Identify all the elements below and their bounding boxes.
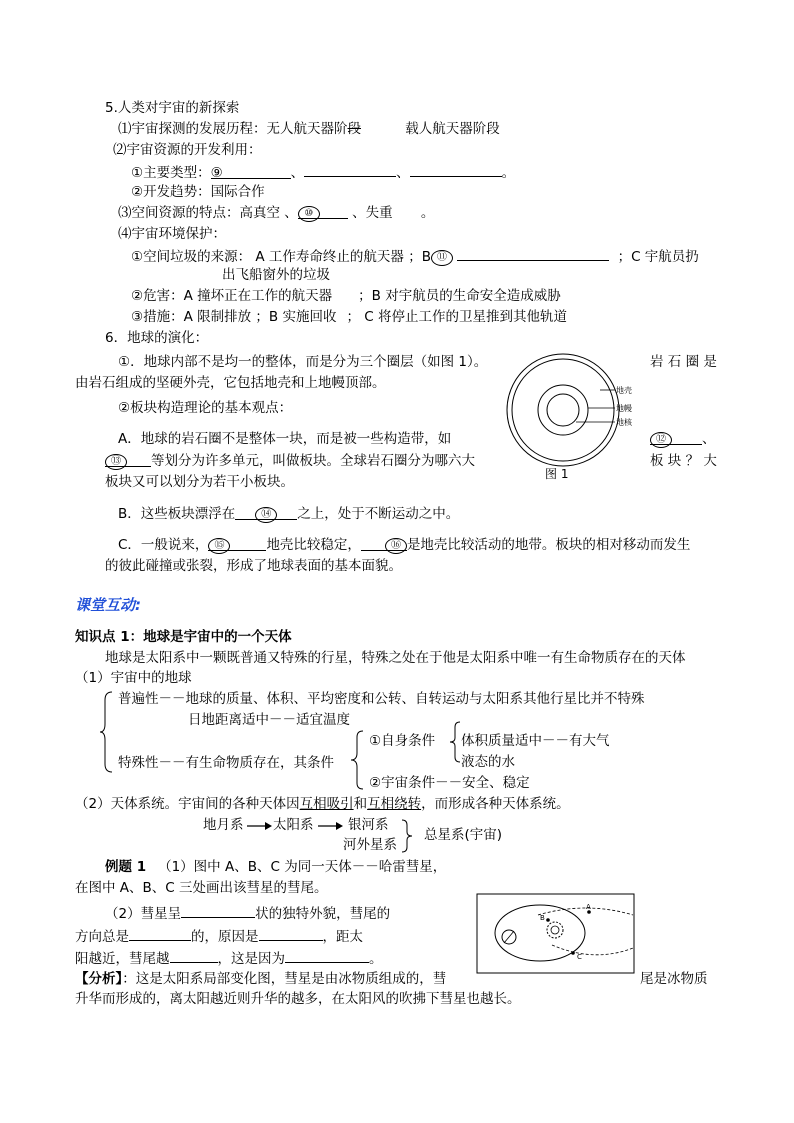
debris-source-b: ；C 宇航员扔 <box>617 249 699 265</box>
space-features <box>118 204 434 222</box>
space-features-b: 、失重 <box>352 205 393 221</box>
condition-brace <box>349 729 365 791</box>
tail-length-blank[interactable] <box>170 948 218 963</box>
extragalactic: 河外星系 <box>343 837 397 853</box>
comet-path-lower <box>552 945 633 955</box>
because-blank[interactable] <box>285 948 369 963</box>
self-condition: ①自身条件 <box>369 733 436 749</box>
earth-layers-text: ①．地球内部不是均一的整体，而是分为三个圈层（如图 1）。 <box>118 354 488 370</box>
plate-theory-title: ②板块构造理论的基本观点： <box>118 400 293 416</box>
sep-2: 、 <box>396 165 410 181</box>
exploration-text-c: 载人航天器阶段 <box>405 121 500 137</box>
number-12: ⑫ <box>650 432 672 448</box>
blank-9b[interactable] <box>304 162 396 177</box>
blank-9[interactable] <box>211 164 291 179</box>
galaxy-brace <box>400 818 414 854</box>
mantle-label: 地幔 <box>616 404 632 413</box>
lithosphere-label: 岩 石 圈 是 <box>650 354 717 370</box>
section5-title: 5.人类对宇宙的新探索 <box>105 100 240 116</box>
analysis-line2: 升华而形成的，离太阳越近则升华的越多，在太阳风的吹拂下彗星也越长。 <box>75 991 521 1007</box>
plate-floating <box>118 505 459 523</box>
number-10: ⑩ <box>298 206 320 222</box>
mutual-attraction: 互相吸引 <box>299 796 354 812</box>
core-label: 地核 <box>616 418 632 427</box>
example1-q4-a: 阳越近，彗尾越 <box>75 951 170 967</box>
crust-circle <box>507 354 619 466</box>
point-c: C <box>577 953 582 961</box>
example1-q4-b: ，这是因为 <box>217 951 285 967</box>
sun-distance-text: 日地距离适中－－适宜温度 <box>188 712 350 728</box>
debris-measures-b: ； C 将停止工作的卫星推到其他轨道 <box>346 309 567 325</box>
blank-15[interactable] <box>208 536 266 551</box>
number-15: ⑮ <box>208 538 230 554</box>
plate-stability-c: 是地壳比较活动的地带。板块的相对移动而发生 <box>406 537 691 553</box>
example1-q3-c: ，距太 <box>322 929 363 945</box>
cosmic-condition: ②宇宙条件－－安全、稳定 <box>369 775 530 791</box>
example1-q4-c: 。 <box>369 951 383 967</box>
example-label: 例题 1 <box>105 859 147 875</box>
example1-q2-b: 状的独特外貌，彗尾的 <box>255 906 391 922</box>
crust-label: 地壳 <box>616 386 632 395</box>
plate-stability-a: C．一般说来， <box>118 537 209 553</box>
dev-trend: ②开发趋势：国际合作 <box>131 184 265 200</box>
arrow-icon <box>318 821 344 831</box>
exploration-history <box>118 120 500 138</box>
point-b: B <box>540 914 545 922</box>
reason-blank[interactable] <box>259 926 323 941</box>
earth-layers-figure <box>500 352 650 484</box>
comet-shape-blank[interactable] <box>181 903 255 918</box>
example1-line5 <box>75 948 383 968</box>
big-brace <box>98 690 114 774</box>
number-9: ⑨ <box>210 165 223 181</box>
plate-floating-b: 之上，处于不断运动之中。 <box>297 506 460 522</box>
mutual-orbiting: 互相绕转 <box>367 796 422 812</box>
analysis-line1-end: 尾是冰物质 <box>640 971 708 987</box>
blank-12[interactable] <box>650 430 702 445</box>
point-a: A <box>586 903 591 911</box>
figure1-caption: 图 1 <box>545 467 569 481</box>
celestial-systems <box>75 795 570 813</box>
space-features-a: ⑶空间资源的特点：高真空 、 <box>118 205 298 221</box>
core-circle <box>538 385 588 435</box>
example1-q3-b: 的，原因是 <box>191 929 259 945</box>
blank-13[interactable] <box>105 452 151 467</box>
solar-system: 太阳系 <box>273 817 314 833</box>
exploration-text-b: 段 <box>347 121 361 137</box>
debris-measures <box>131 308 567 326</box>
plate-theory-b <box>105 452 475 470</box>
inner-core-circle <box>547 394 579 426</box>
end-period: 。 <box>501 165 516 181</box>
debris-harm-b: ；B 对宇航员的生命安全造成威胁 <box>358 288 561 304</box>
celestial-systems-a: （2）天体系统。宇宙间的各种天体因 <box>75 796 300 812</box>
blank-14[interactable] <box>235 505 297 520</box>
debris-measures-a: ③措施：A 限制排放 ；B 实施回收 <box>131 309 337 325</box>
earth-moon-system: 地月系 <box>203 817 244 833</box>
kp1-intro: 地球是太阳系中一颗既普通又特殊的行星，特殊之处在于他是太阳系中唯一有生命物质存在的天体 <box>105 650 686 666</box>
number-13: ⑬ <box>105 454 127 470</box>
number-16: ⑯ <box>385 538 407 554</box>
blank-9c[interactable] <box>410 162 502 177</box>
blank-10[interactable] <box>298 204 348 219</box>
knowledge-point-1: 知识点 1：地球是宇宙中的一个天体 <box>75 629 292 645</box>
example1-line4 <box>75 926 363 946</box>
six-plates-label: 板 块 ？ 大 <box>650 453 717 469</box>
debris-harm-a: ②危害：A 撞坏正在工作的航天器 <box>131 288 333 304</box>
example1-q3-a: 方向总是 <box>75 929 129 945</box>
plate-stability-b: 地壳比较稳定， <box>266 537 361 553</box>
env-protection-title: ⑷宇宙环境保护： <box>118 226 226 242</box>
milky-way: 银河系 <box>348 817 389 833</box>
section6-title: 6．地球的演化： <box>105 330 209 346</box>
arrow-icon <box>247 821 273 831</box>
blank-12-line <box>650 430 716 448</box>
example1-line3 <box>105 903 390 923</box>
lithosphere-def: 由岩石组成的坚硬外壳，它包括地壳和上地幔顶部。 <box>75 375 386 391</box>
plate-sep: 、 <box>702 431 716 447</box>
example1-q2-a: （2）彗星呈 <box>105 906 182 922</box>
sep-1: 、 <box>290 165 305 181</box>
plate-theory-c: 板块又可以划分为若干小板块。 <box>105 474 294 490</box>
resource-types <box>131 162 515 182</box>
plate-theory-a: A．地球的岩石圈不是整体一块，而是被一些构造带，如 <box>118 431 452 447</box>
exploration-text-a: ⑴宇宙探测的发展历程：无人航天器阶 <box>118 121 348 137</box>
plate-floating-a: B．这些板块漂浮在 <box>118 506 236 522</box>
debris-source-cont: 出飞船窗外的垃圾 <box>222 267 330 283</box>
commonality-text: 普遍性－－地球的质量、体积、平均密度和公转、自转运动与太阳系其他行星比并不特殊 <box>118 691 645 707</box>
plate-division-text: 等划分为许多单元，叫做板块。全球岩石圈分为哪六大 <box>151 453 475 469</box>
blank-11[interactable] <box>457 246 609 261</box>
liquid-water: 液态的水 <box>461 754 515 770</box>
analysis-line1 <box>75 970 446 988</box>
total-galaxy: 总星系(宇宙) <box>424 827 503 843</box>
debris-harm <box>131 287 561 305</box>
analysis-text-a: ：这是太阳系局部变化图，彗星是由冰物质组成的，彗 <box>122 971 447 987</box>
blank-16[interactable] <box>361 536 407 551</box>
tail-direction-blank[interactable] <box>129 926 191 941</box>
interaction-heading: 课堂互动: <box>75 596 141 614</box>
earth-in-universe: （1）宇宙中的地球 <box>75 670 192 686</box>
comet-orbit-figure <box>476 893 636 975</box>
end-period-2: 。 <box>420 205 435 221</box>
number-14: ⑭ <box>255 507 277 523</box>
example1-line1 <box>105 858 446 876</box>
analysis-label: 【分析】 <box>75 971 123 987</box>
self-condition-brace <box>448 720 462 764</box>
specialty-text: 特殊性－－有生命物质存在，其条件 <box>118 755 334 771</box>
mantle-circle <box>512 359 614 461</box>
number-11: ⑪ <box>431 250 453 266</box>
celestial-systems-and: 和 <box>353 796 368 812</box>
planet-icon <box>502 930 516 944</box>
example1-line2: 在图中 A、B、C 三处画出该彗星的彗尾。 <box>75 880 328 896</box>
resource-dev-title: ⑵宇宙资源的开发利用： <box>113 142 262 158</box>
resource-types-label: ①主要类型： <box>131 165 211 181</box>
example1-q1: （1）图中 A、B、C 为同一天体－－哈雷彗星， <box>158 859 447 875</box>
celestial-systems-c: ，而形成各种天体系统。 <box>421 796 570 812</box>
plate-stability-cont: 的彼此碰撞或张裂，形成了地球表面的基本面貌。 <box>105 558 402 574</box>
debris-source <box>131 246 699 266</box>
volume-mass: 体积质量适中－－有大气 <box>461 733 610 749</box>
plate-stability <box>118 536 690 554</box>
sun-icon <box>547 922 563 938</box>
debris-source-a: ①空间垃圾的来源： A 工作寿命终止的航天器 ；B <box>131 249 431 265</box>
